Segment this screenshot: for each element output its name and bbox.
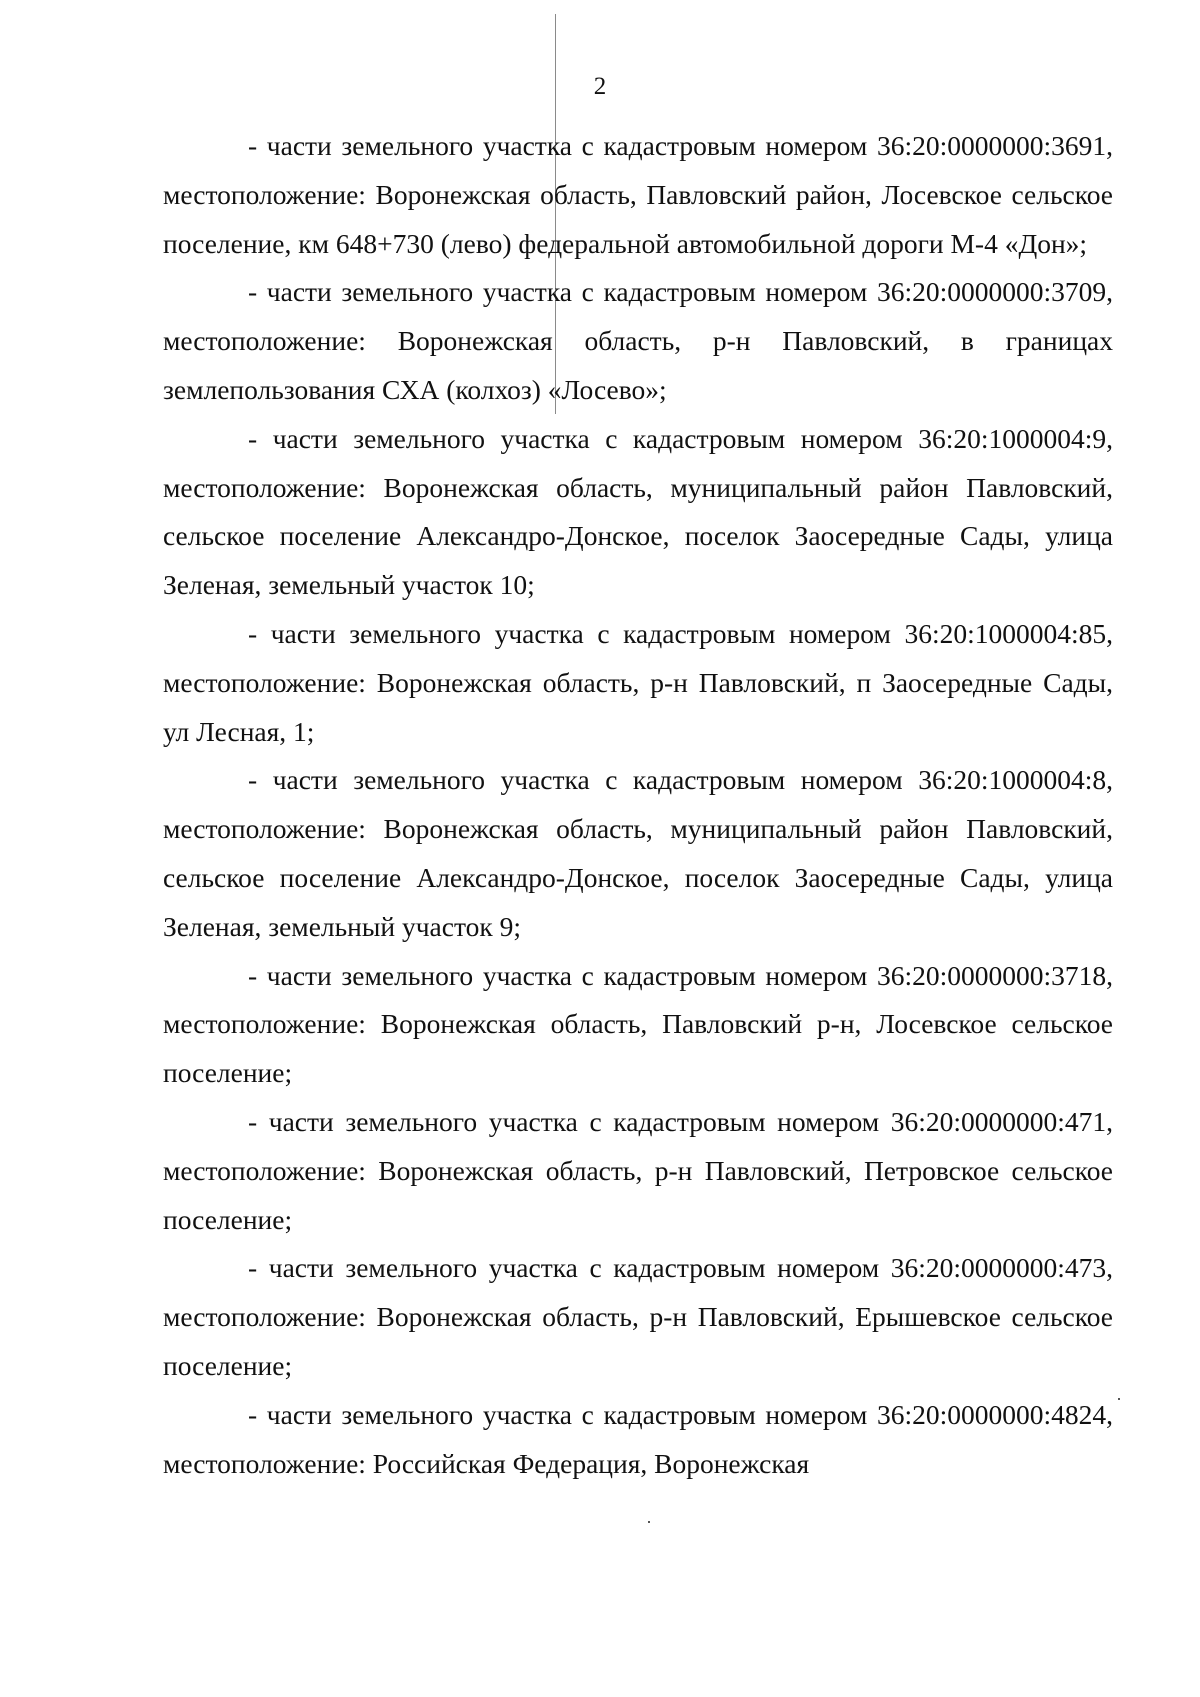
paragraph-parcel-473: - части земельного участка с кадастровым номером 36:20:0000000:473, местоположение: Воронежская область, р-н Павловский, Ерышевское сельское поселение; [163,1252,1113,1381]
paragraph-parcel-471: - части земельного участка с кадастровым номером 36:20:0000000:471, местоположение: Воронежская область, р-н Павловский, Петровское сельское поселение; [163,1105,1113,1235]
scan-artifact-dot [648,1521,650,1523]
paragraph-parcel-1000004-9: - части земельного участка с кадастровым номером 36:20:1000004:9, местоположение: Воронежская область, муниципальный район Павловский, сельское поселение Александро-Донское, поселок Заосередные Сады, улица Зеленая, земельный участок 10; [163,422,1113,601]
paragraph-parcel-4824: - части земельного участка с кадастровым номером 36:20:0000000:4824, местоположение: Российская Федерация, Воронежская [163,1398,1113,1479]
scan-artifact-dot [1118,1398,1120,1400]
paragraph-parcel-3691: - части земельного участка с кадастровым номером 36:20:0000000:3691, местоположение: Воронежская область, Павловский район, Лосевское сельское поселение, км 648+730 (лево) федеральной автомобильной дороги М-4 «Дон»; [163,130,1113,259]
paragraph-parcel-3709: - части земельного участка с кадастровым номером 36:20:0000000:3709, местоположение: Воронежская область, р-н Павловский, в границах землепользования СХА (колхоз) «Лосево»; [163,276,1113,405]
paragraph-parcel-3718: - части земельного участка с кадастровым номером 36:20:0000000:3718, местоположение: Воронежская область, Павловский р-н, Лосевское сельское поселение; [163,959,1113,1089]
page-number: 2 [593,73,607,100]
paragraph-parcel-1000004-85: - части земельного участка с кадастровым номером 36:20:1000004:85, местоположение: Воронежская область, р-н Павловский, п Заосередные Сады, ул Лесная, 1; [163,617,1113,747]
document-body [163,122,1113,1488]
paragraph-parcel-1000004-8: - части земельного участка с кадастровым номером 36:20:1000004:8, местоположение: Воронежская область, муниципальный район Павловский, сельское поселение Александро-Донское, поселок Заосередные Сады, улица Зеленая, земельный участок 9; [163,764,1113,942]
